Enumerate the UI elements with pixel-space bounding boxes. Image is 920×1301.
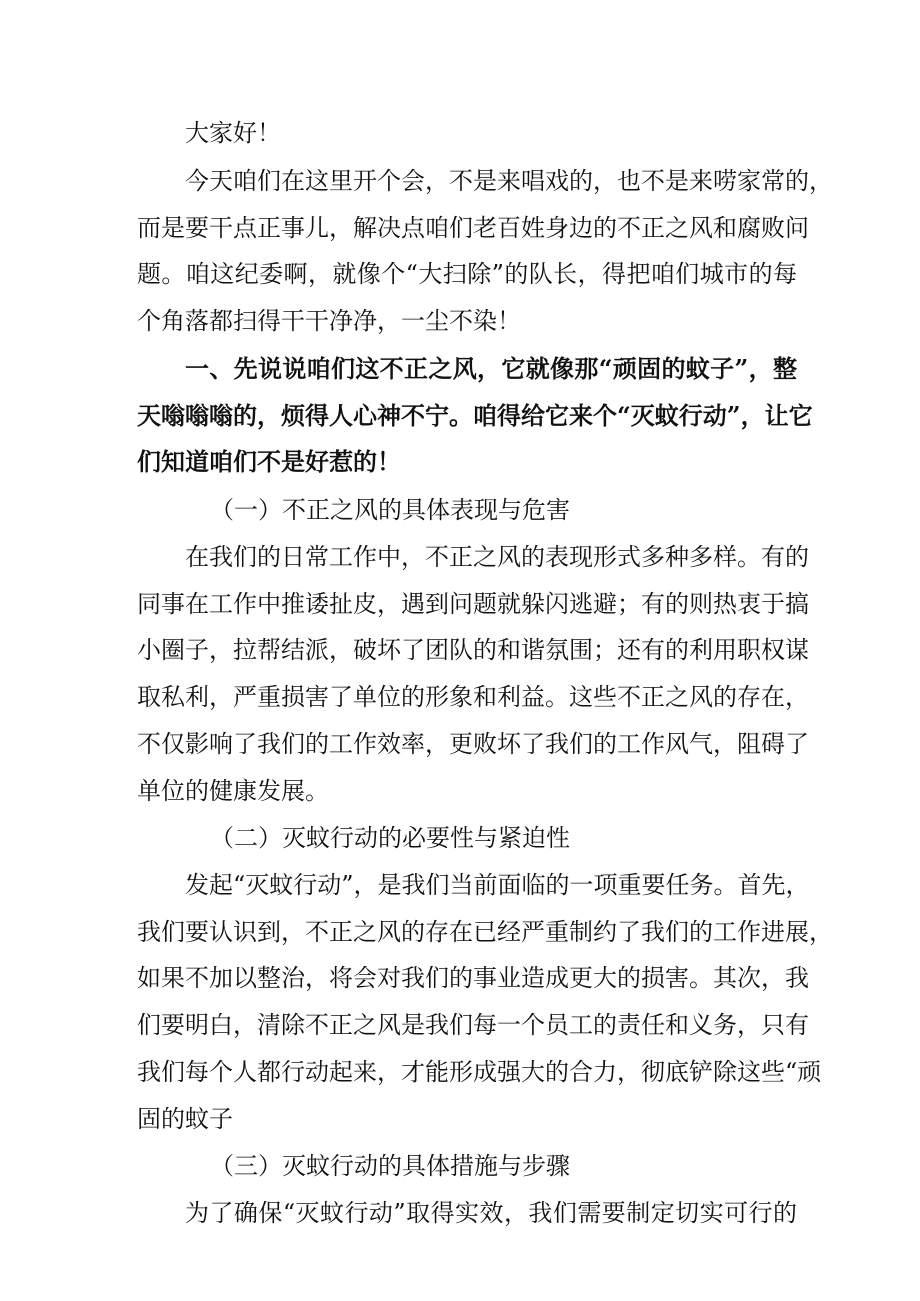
subsection-heading-3: （三）灭蚊行动的具体措施与步骤 [210, 1152, 570, 1180]
sub2-line-6: 固的蚊子 [137, 1105, 233, 1133]
sub1-line-2: 同事在工作中推诿扯皮，遇到问题就躲闪逃避；有的则热衷于搞 [137, 590, 809, 618]
subsection-heading-2: （二）灭蚊行动的必要性与紧迫性 [210, 824, 570, 852]
sub2-line-2: 我们要认识到，不正之风的存在已经严重制约了我们的工作进展， [137, 918, 833, 946]
sub1-line-4: 取私利，严重损害了单位的形象和利益。这些不正之风的存在， [137, 683, 809, 711]
sub2-line-4: 们要明白，清除不正之风是我们每一个员工的责任和义务，只有 [137, 1011, 809, 1039]
sub1-line-5: 不仅影响了我们的工作效率，更败坏了我们的工作风气，阻碍了 [137, 730, 809, 758]
sub2-line-3: 如果不加以整治，将会对我们的事业造成更大的损害。其次，我 [137, 964, 809, 992]
greeting: 大家好！ [185, 119, 281, 147]
section-heading-line-1: 一、先说说咱们这不正之风，它就像那“顽固的蚊子”，整 [185, 354, 797, 383]
intro-line-4: 个角落都扫得干干净净，一尘不染！ [137, 307, 521, 335]
sub1-line-1: 在我们的日常工作中，不正之风的表现形式多种多样。有的 [185, 543, 809, 571]
intro-line-2: 而是要干点正事儿，解决点咱们老百姓身边的不正之风和腐败问 [137, 214, 809, 242]
sub1-line-6: 单位的健康发展。 [137, 777, 329, 805]
sub2-line-1: 发起“灭蚊行动”，是我们当前面临的一项重要任务。首先， [185, 871, 810, 899]
intro-line-1: 今天咱们在这里开个会，不是来唱戏的，也不是来唠家常的， [185, 167, 833, 195]
sub1-line-3: 小圈子，拉帮结派，破坏了团队的和谐氛围；还有的利用职权谋 [137, 636, 809, 664]
intro-line-3: 题。咱这纪委啊，就像个“大扫除”的队长，得把咱们城市的每 [137, 260, 797, 288]
subsection-heading-1: （一）不正之风的具体表现与危害 [210, 496, 570, 524]
sub2-line-5: 我们每个人都行动起来，才能形成强大的合力，彻底铲除这些“顽 [137, 1058, 822, 1086]
section-heading-line-2: 天嗡嗡嗡的，烦得人心神不宁。咱得给它来个“灭蚊行动”，让它 [137, 401, 813, 430]
section-heading-line-3: 们知道咱们不是好惹的！ [137, 447, 401, 476]
sub3-line-1: 为了确保“灭蚊行动”取得实效，我们需要制定切实可行的 [185, 1199, 797, 1227]
